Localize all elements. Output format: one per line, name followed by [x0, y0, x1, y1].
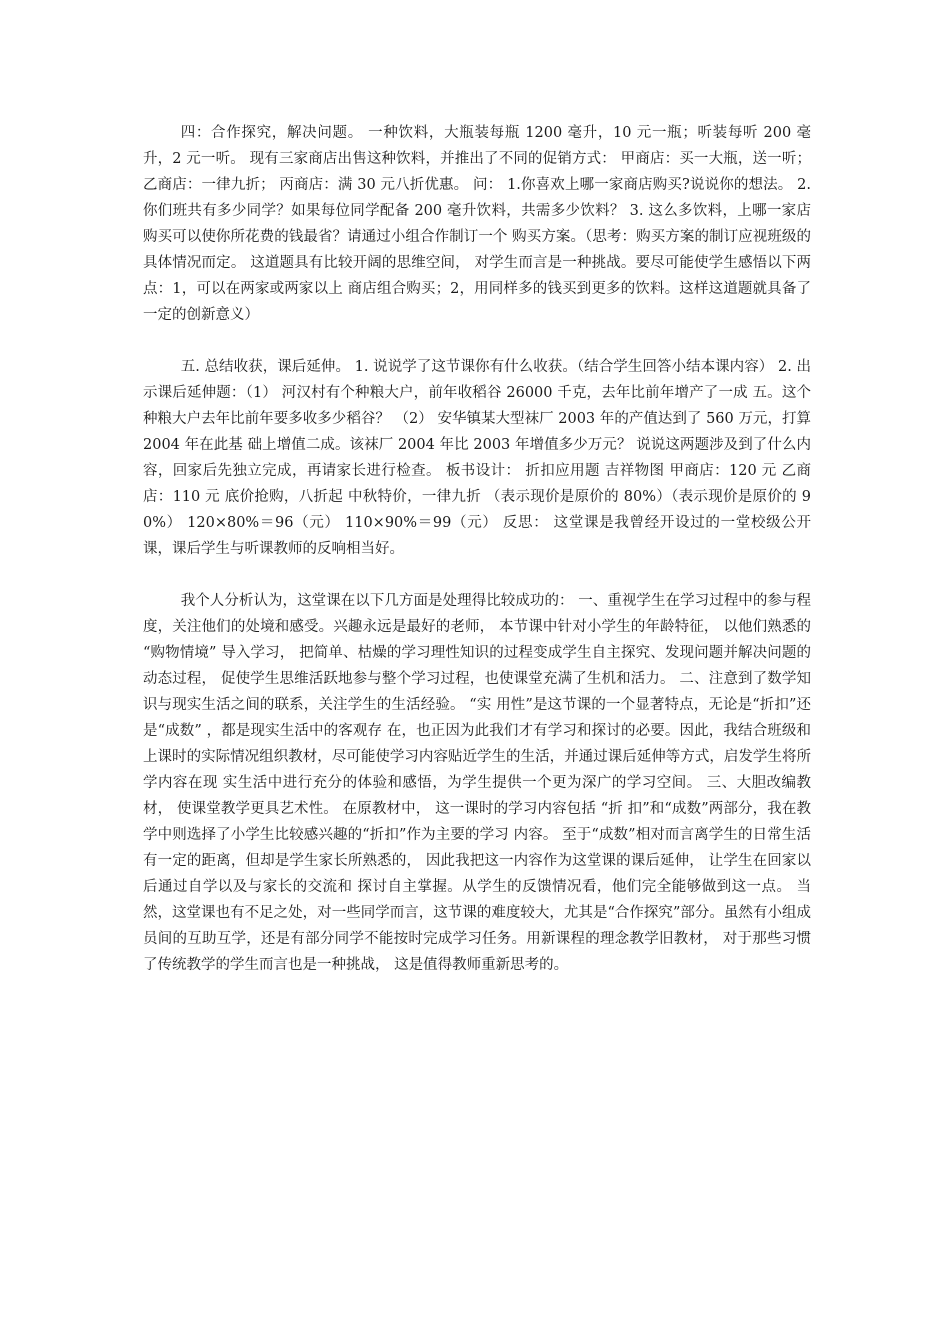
paragraph-summary-extension: 五. 总结收获，课后延伸。 1. 说说学了这节课你有什么收获。（结合学生回答小结本课内容） 2. 出示课后延伸题：（1） 河汉村有个种粮大户，前年收稻谷 26000 千克，去年比前年增产了一成 五。这个种粮大户去年比前年要多收多少稻谷？ （2） 安华镇某大型袜厂 2003 年的产值达到了 560 万元，打算 2004 年在此基 础上增值二成。该袜厂 2004 年比 2003 年增值多少万元？ 说说这两题涉及到了什么内容，回家后先独立完成，再请家长进行检查。 板书设计： 折扣应用题 吉祥物图 甲商店：120 元 乙商店：110 元 底价抢购，八折起 中秋特价，一律九折 （表示现价是原价的 80%）（表示现价是原价的 90%） 120×80%＝96（元） 110×90%＝99（元） 反思： 这堂课是我曾经开设过的一堂校级公开课，课后学生与听课教师的反响相当好。 — [143, 359, 811, 557]
paragraph-cooperative-inquiry: 四：合作探究，解决问题。 一种饮料，大瓶装每瓶 1200 毫升，10 元一瓶；听装每听 200 毫升，2 元一听。 现有三家商店出售这种饮料，并推出了不同的促销方式： 甲商店：买一大瓶，送一听； 乙商店：一律九折； 丙商店：满 30 元八折优惠。 问： 1.你喜欢上哪一家商店购买?说说你的想法。 2. 你们班共有多少同学？如果每位同学配备 200 毫升饮料，共需多少饮料？ 3. 这么多饮料，上哪一家店购买可以使你所花费的钱最省？请通过小组合作制订一个 购买方案。（思考：购买方案的制订应视班级的具体情况而定。 这道题具有比较开阔的思维空间， 对学生而言是一种挑战。要尽可能使学生感悟以下两点：1，可以在两家或两家以上 商店组合购买；2，用同样多的钱买到更多的饮料。这样这道题就具备了一定的创新意义） — [143, 125, 811, 323]
paragraph-reflection-analysis: 我个人分析认为，这堂课在以下几方面是处理得比较成功的： 一、重视学生在学习过程中的参与程度，关注他们的处境和感受。兴趣永远是最好的老师， 本节课中针对小学生的年龄特征， 以他们熟悉的 “购物情境” 导入学习， 把简单、枯燥的学习理性知识的过程变成学生自主探究、发现问题并解决问题的动态过程， 促使学生思维活跃地参与整个学习过程，也使课堂充满了生机和活力。 二、注意到了数学知识与现实生活之间的联系，关注学生的生活经验。 “实 用性”是这节课的一个显著特点，无论是“折扣”还是“成数” ，都是现实生活中的客观存 在，也正因为此我们才有学习和探讨的必要。因此，我结合班级和上课时的实际情况组织教材，尽可能使学习内容贴近学生的生活，并通过课后延伸等方式，启发学生将所学内容在现 实生活中进行充分的体验和感悟，为学生提供一个更为深广的学习空间。 三、大胆改编教材， 使课堂教学更具艺术性。 在原教材中， 这一课时的学习内容包括 “折 扣”和“成数”两部分，我在教学中则选择了小学生比较感兴趣的“折扣”作为主要的学习 内容。 至于“成数”相对而言离学生的日常生活有一定的距离，但却是学生家长所熟悉的， 因此我把这一内容作为这堂课的课后延伸， 让学生在回家以后通过自学以及与家长的交流和 探讨自主掌握。从学生的反馈情况看，他们完全能够做到这一点。 当然，这堂课也有不足之处，对一些同学而言，这节课的难度较大，尤其是“合作探究”部分。虽然有小组成员间的互助互学，还是有部分同学不能按时完成学习任务。用新课程的理念教学旧教材， 对于那些习惯了传统教学的学生而言也是一种挑战， 这是值得教师重新思考的。 — [143, 593, 811, 973]
document-body — [143, 120, 811, 978]
